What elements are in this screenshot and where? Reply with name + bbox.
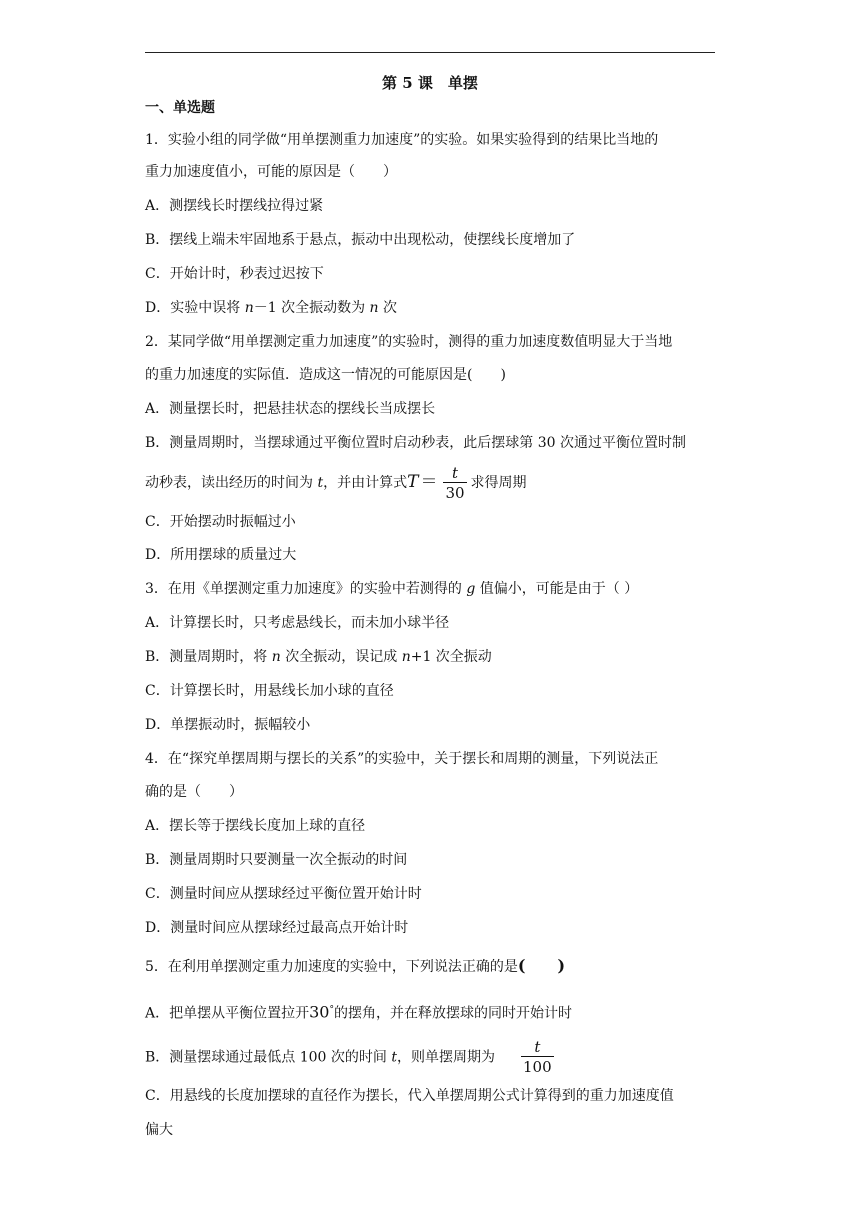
q4-option-a: A．摆长等于摆线长度加上球的直径 xyxy=(145,818,366,834)
q2-option-a: A．测量摆长时，把悬挂状态的摆线长当成摆长 xyxy=(145,401,436,417)
page-title: 第 5 课 单摆 xyxy=(382,74,478,92)
q2-option-c: C．开始摆动时振幅过小 xyxy=(145,514,296,530)
q2-option-b-line2: 动秒表，读出经历的时间为 t，并由计算式T ＝ $\frac{t}{30}$ 求得周期 xyxy=(145,463,527,502)
q1-option-a: A．测摆线长时摆线拉得过紧 xyxy=(145,198,324,214)
q1-option-b: B．摆线上端未牢固地系于悬点，振动中出现松动，使摆线长度增加了 xyxy=(145,232,576,248)
q3-option-d: D．单摆振动时，振幅较小 xyxy=(145,717,311,733)
q2-stem-line1: 2．某同学做“用单摆测定重力加速度”的实验时，测得的重力加速度数值明显大于当地 xyxy=(145,334,673,350)
q4-stem-line2: 确的是（ ） xyxy=(145,784,243,800)
q5-stem: 5．在利用单摆测定重力加速度的实验中，下列说法正确的是( ) xyxy=(145,956,566,975)
q1-stem-line2: 重力加速度值小，可能的原因是（ ） xyxy=(145,164,397,180)
q2-option-b-line1: B．测量周期时，当摆球通过平衡位置时启动秒表，此后摆球第 30 次通过平衡位置时制 xyxy=(145,435,687,451)
q4-stem-line1: 4．在“探究单摆周期与摆长的关系”的实验中，关于摆长和周期的测量，下列说法正 xyxy=(145,751,659,767)
q4-option-d: D．测量时间应从摆球经过最高点开始计时 xyxy=(145,920,409,936)
q1-stem-line1: 1．实验小组的同学做“用单摆测重力加速度”的实验。如果实验得到的结果比当地的 xyxy=(145,132,659,148)
q5-option-c-line2: 偏大 xyxy=(145,1122,173,1138)
q1-option-d: D．实验中误将 n－1 次全振动数为 n 次 xyxy=(145,300,398,316)
q5-option-c-line1: C．用悬线的长度加摆球的直径作为摆长，代入单摆周期公式计算得到的重力加速度值 xyxy=(145,1088,674,1104)
q4-option-c: C．测量时间应从摆球经过平衡位置开始计时 xyxy=(145,886,422,902)
q3-option-a: A．计算摆长时，只考虑悬线长，而未加小球半径 xyxy=(145,615,450,631)
q5-option-b: B．测量摆球通过最低点 100 次的时间 t，则单摆周期为 $\frac{t}{100}$ xyxy=(145,1038,552,1076)
q4-option-b: B．测量周期时只要测量一次全振动的时间 xyxy=(145,852,408,868)
q5-period-formula: $\frac{t}{100}$ xyxy=(523,1038,552,1076)
q1-option-c: C．开始计时，秒表过迟按下 xyxy=(145,266,324,282)
section-heading: 一、单选题 xyxy=(145,100,215,116)
q5-option-a: A．把单摆从平衡位置拉开30°的摆角，并在释放摆球的同时开始计时 xyxy=(145,1002,572,1022)
q2-option-d: D．所用摆球的质量过大 xyxy=(145,547,297,563)
q3-option-b: B．测量周期时，将 n 次全振动，误记成 n+1 次全振动 xyxy=(145,649,492,665)
header-rule xyxy=(145,52,715,53)
q2-stem-line2: 的重力加速度的实际值．造成这一情况的可能原因是( ) xyxy=(145,367,506,383)
q2-period-formula: $\frac{t}{30}$ xyxy=(445,463,465,502)
q3-option-c: C．计算摆长时，用悬线长加小球的直径 xyxy=(145,683,394,699)
q3-stem: 3．在用《单摆测定重力加速度》的实验中若测得的 g 值偏小，可能是由于（ ） xyxy=(145,581,639,597)
